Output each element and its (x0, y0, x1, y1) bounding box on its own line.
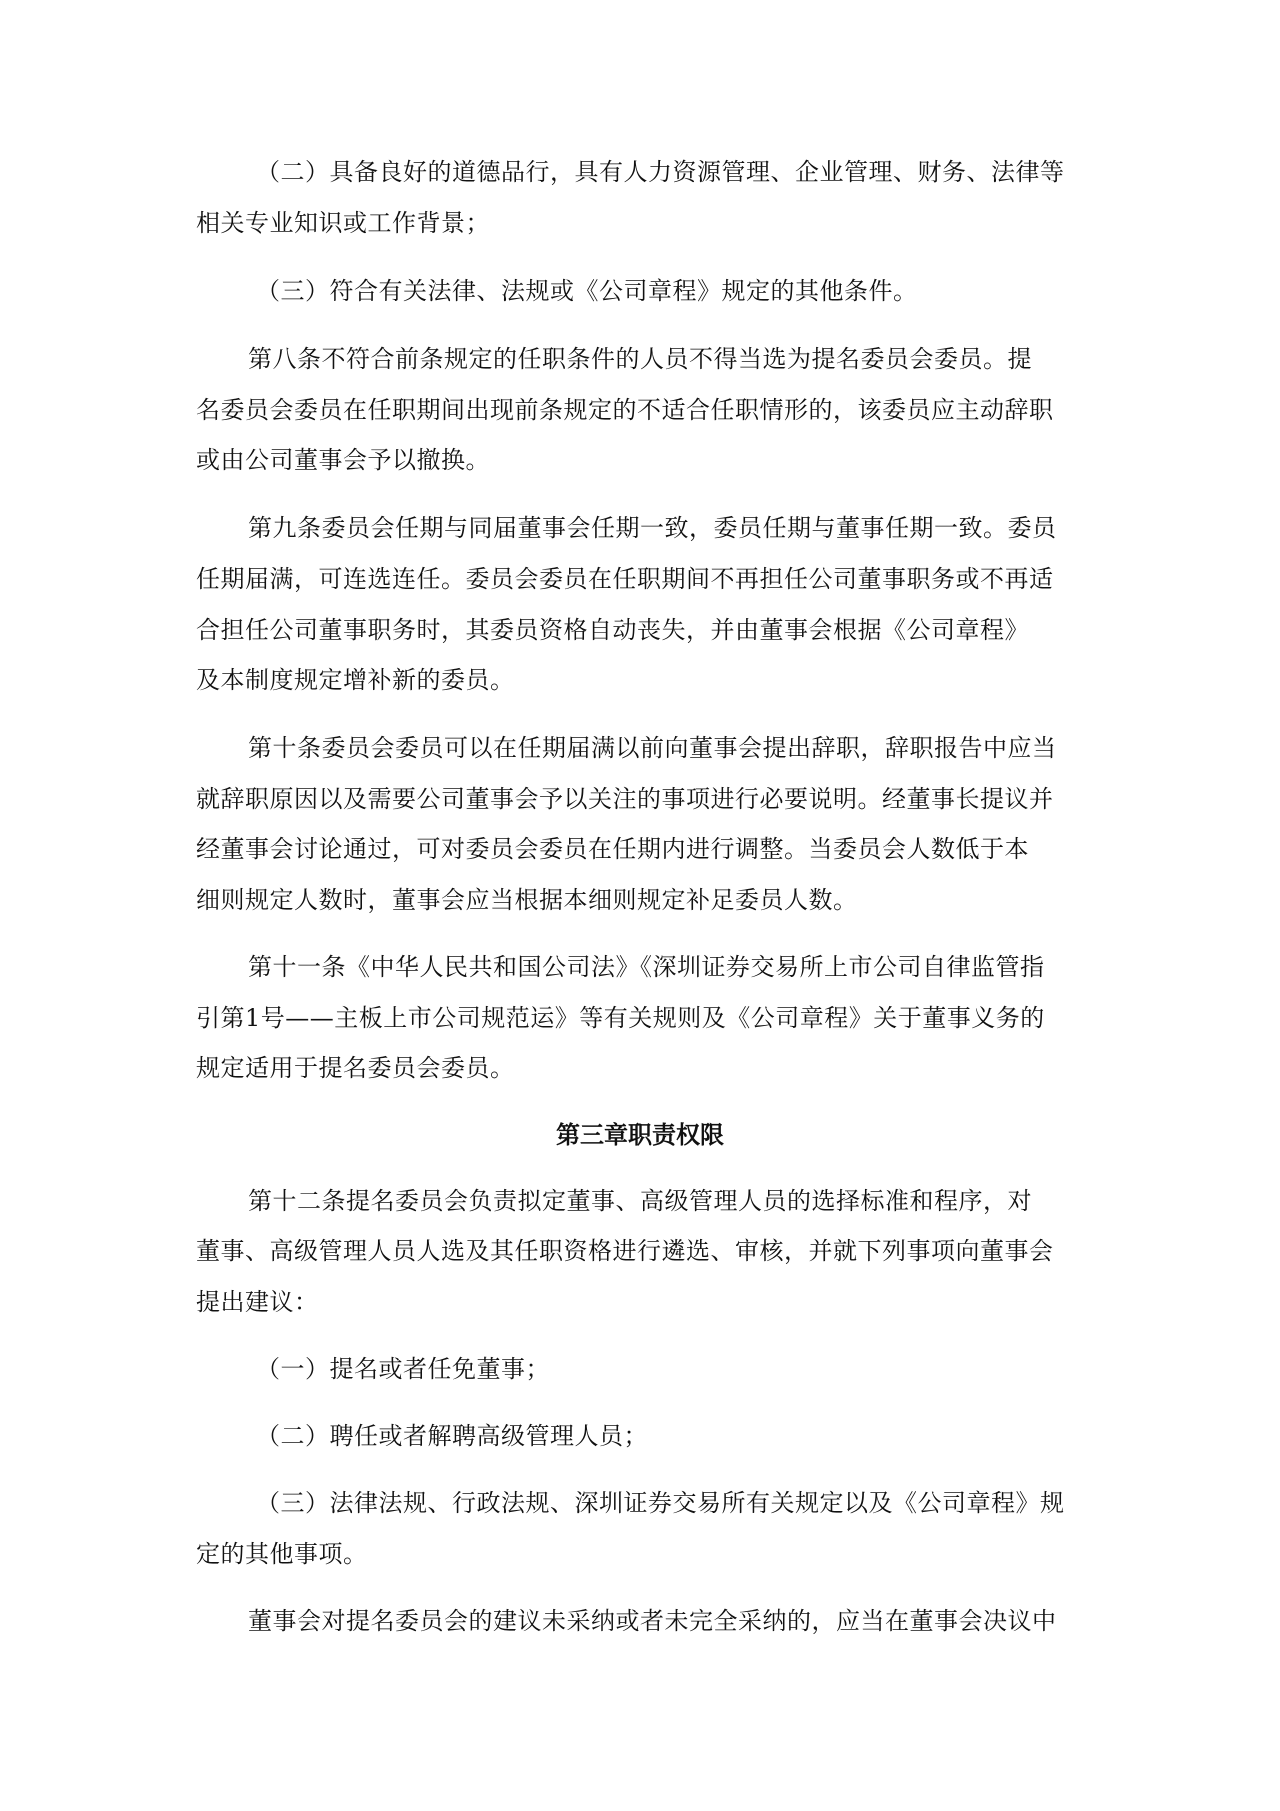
paragraph-line: 第十二条提名委员会负责拟定董事、高级管理人员的选择标准和程序，对 (248, 1187, 1032, 1215)
paragraph-line: 第十一条《中华人民共和国公司法》《深圳证券交易所上市公司自律监管指 (248, 953, 1045, 981)
paragraph-line: （一）提名或者任免董事； (256, 1355, 550, 1383)
paragraph-line: 第十条委员会委员可以在任期届满以前向董事会提出辞职，辞职报告中应当 (248, 734, 1057, 762)
paragraph-line: 第八条不符合前条规定的任职条件的人员不得当选为提名委员会委员。提 (248, 345, 1032, 373)
chapter-heading: 第三章职责权限 (556, 1121, 724, 1149)
paragraph-line: 及本制度规定增补新的委员。 (196, 666, 515, 694)
paragraph-line: （二）具备良好的道德品行，具有人力资源管理、企业管理、财务、法律等 (256, 158, 1065, 186)
paragraph-line: 规定适用于提名委员会委员。 (196, 1054, 515, 1082)
paragraph-line: 就辞职原因以及需要公司董事会予以关注的事项进行必要说明。经董事长提议并 (196, 785, 1054, 813)
paragraph-line: 经董事会讨论通过，可对委员会委员在任期内进行调整。当委员会人数低于本 (196, 835, 1029, 863)
paragraph-line: 相关专业知识或工作背景； (196, 209, 490, 237)
paragraph-line: 第九条委员会任期与同届董事会任期一致，委员任期与董事任期一致。委员 (248, 514, 1057, 542)
paragraph-line: 或由公司董事会予以撤换。 (196, 446, 490, 474)
paragraph-line: 合担任公司董事职务时，其委员资格自动丧失，并由董事会根据《公司章程》 (196, 616, 1029, 644)
paragraph-line: 定的其他事项。 (196, 1540, 368, 1568)
paragraph-line: 董事会对提名委员会的建议未采纳或者未完全采纳的，应当在董事会决议中 (248, 1607, 1057, 1635)
paragraph-line: （三）法律法规、行政法规、深圳证券交易所有关规定以及《公司章程》规 (256, 1489, 1065, 1517)
paragraph-line: 董事、高级管理人员人选及其任职资格进行遴选、审核，并就下列事项向董事会 (196, 1237, 1054, 1265)
paragraph-line: 引第1号——主板上市公司规范运》等有关规则及《公司章程》关于董事义务的 (196, 1004, 1045, 1032)
paragraph-line: 提出建议： (196, 1288, 319, 1316)
paragraph-line: 任期届满，可连选连任。委员会委员在任职期间不再担任公司董事职务或不再适 (196, 565, 1054, 593)
paragraph-line: （二）聘任或者解聘高级管理人员； (256, 1422, 648, 1450)
paragraph-line: 细则规定人数时，董事会应当根据本细则规定补足委员人数。 (196, 886, 858, 914)
paragraph-line: （三）符合有关法律、法规或《公司章程》规定的其他条件。 (256, 277, 918, 305)
paragraph-line: 名委员会委员在任职期间出现前条规定的不适合任职情形的，该委员应主动辞职 (196, 396, 1054, 424)
